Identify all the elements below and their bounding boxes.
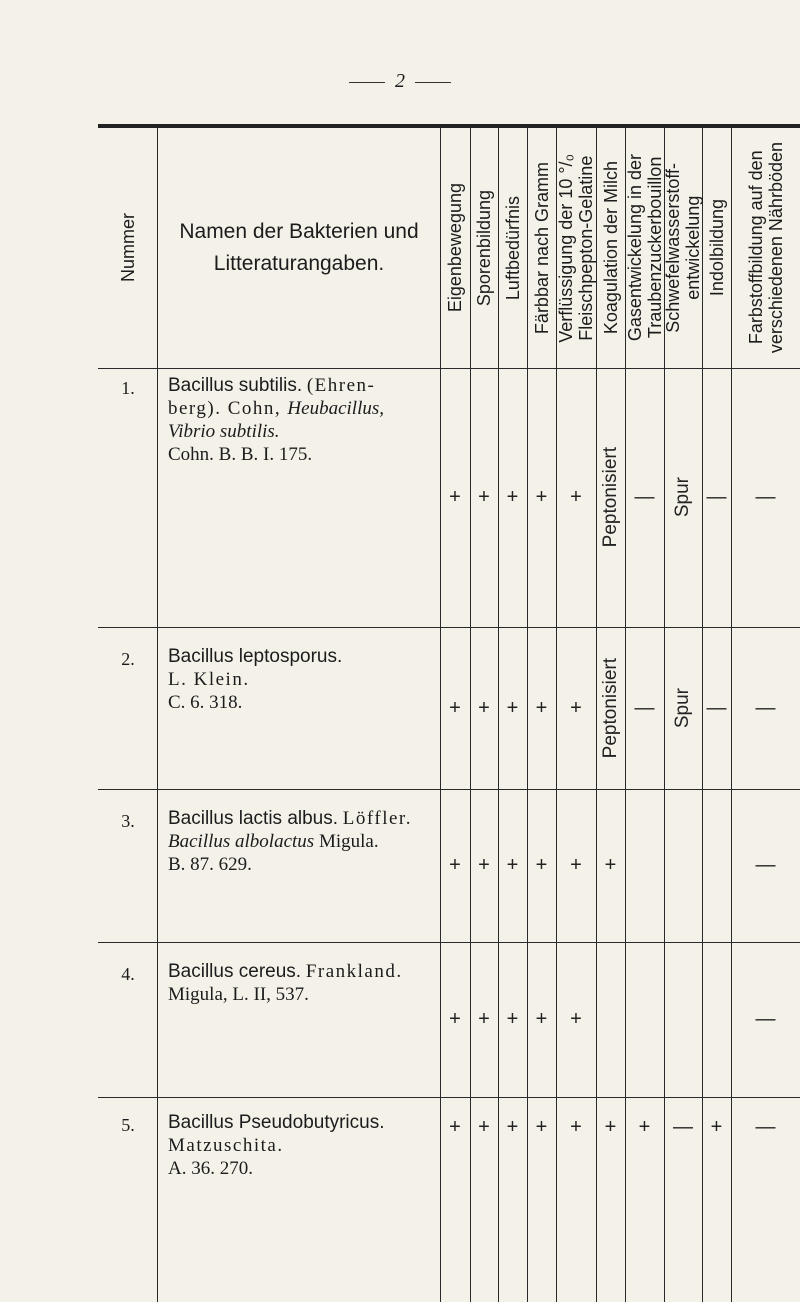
row-entry	[168, 374, 438, 466]
cell	[664, 368, 702, 627]
cell: —	[755, 486, 776, 508]
cell: —	[673, 1115, 693, 1138]
header-names	[158, 128, 440, 368]
row-entry	[168, 1111, 438, 1180]
cell	[625, 789, 664, 942]
bacteria-name: Bacillus cereus.	[168, 961, 302, 982]
cell: +	[506, 1008, 519, 1030]
bacteria-name: Bacillus subtilis.	[168, 375, 303, 396]
cell	[596, 942, 625, 1097]
header-text: Verflüssigung der 10 °/₀ Fleischpepton-Gelatine	[556, 153, 596, 343]
page-number-text: 2	[395, 70, 405, 92]
header-text: Sporenbildung	[474, 189, 494, 307]
header-text: Koagulation der Milch	[600, 161, 621, 335]
cell: —	[755, 1115, 776, 1138]
header-verfluessigung	[556, 128, 596, 368]
header-text: Eigenbewegung	[445, 183, 465, 313]
reference: Cohn. B. B. I. 175.	[168, 444, 313, 465]
cell: +	[478, 486, 490, 508]
cell: +	[570, 486, 582, 508]
synonym: Heubacillus,	[287, 398, 384, 419]
header-nummer-text: Nummer	[117, 213, 138, 283]
cell	[664, 942, 702, 1097]
cell-text: Spur	[672, 477, 693, 518]
cell: +	[478, 696, 490, 719]
cell	[702, 789, 731, 942]
header-names-line2: Litteraturangaben.	[213, 252, 385, 275]
row-number: 3.	[121, 811, 135, 831]
row-entry	[168, 807, 438, 876]
cell: —	[706, 696, 727, 719]
cell: —	[755, 854, 776, 876]
synonym: Bacillus albolactus	[168, 831, 315, 852]
author: (Ehren-	[306, 375, 376, 396]
bacteria-name: Bacillus leptosporus.	[168, 646, 343, 667]
reference: berg). Cohn,	[168, 398, 288, 419]
cell-text: Spur	[672, 687, 693, 729]
header-text: Luftbedürfnis	[502, 195, 523, 301]
header-sporenbildung	[470, 128, 498, 368]
reference: B. 87. 629.	[168, 854, 252, 875]
header-names-line1: Namen der Bakterien und	[179, 220, 419, 243]
header-luftbeduerfnis	[498, 128, 527, 368]
row-number: 2.	[121, 649, 135, 669]
cell: —	[755, 696, 776, 719]
cell: +	[535, 1115, 548, 1138]
reference: Migula.	[314, 831, 379, 852]
cell: +	[478, 1115, 490, 1138]
cell: +	[506, 696, 519, 719]
header-koagulation	[596, 128, 625, 368]
header-text: Gasentwickelung in der Traubenzuckerbouillon	[624, 154, 665, 342]
header-eigenbewegung	[440, 128, 470, 368]
cell	[625, 942, 664, 1097]
cell: +	[449, 1008, 461, 1030]
cell: +	[570, 854, 582, 876]
dash-left	[349, 82, 385, 83]
reference: A. 36. 270.	[168, 1158, 253, 1179]
cell: +	[710, 1115, 723, 1138]
header-indolbildung	[702, 128, 731, 368]
row-entry	[168, 960, 438, 1006]
cell-text: Peptonisiert	[599, 657, 621, 759]
cell	[664, 789, 702, 942]
cell	[596, 627, 625, 789]
cell: +	[506, 486, 519, 508]
cell: +	[535, 1008, 548, 1030]
header-text: Schwefelwasserstoff- entwickelung	[663, 163, 703, 333]
cell: —	[634, 486, 655, 508]
header-nummer	[98, 128, 157, 368]
cell: —	[706, 486, 727, 508]
cell: +	[506, 1115, 519, 1138]
author: L. Klein.	[168, 669, 250, 690]
row-number: 1.	[121, 378, 135, 398]
row-entry	[168, 645, 438, 714]
header-farbstoffbildung	[731, 128, 800, 368]
cell	[702, 942, 731, 1097]
dash-right	[415, 82, 451, 83]
cell: +	[570, 1008, 582, 1030]
row-number: 4.	[121, 964, 135, 984]
author: Matzuschita.	[168, 1135, 284, 1156]
row-number: 5.	[121, 1115, 135, 1135]
header-gasentwickelung	[625, 128, 664, 368]
cell: +	[604, 1115, 617, 1138]
cell: +	[535, 854, 548, 876]
cell: +	[449, 1115, 461, 1138]
cell	[664, 627, 702, 789]
author: Frankland.	[305, 961, 403, 982]
cell: +	[449, 696, 461, 719]
synonym: Vibrio subtilis.	[168, 421, 280, 442]
cell: +	[478, 854, 490, 876]
bacteria-name: Bacillus lactis albus.	[168, 808, 339, 829]
cell: +	[449, 854, 461, 876]
cell: +	[506, 854, 519, 876]
cell-text: Peptonisiert	[599, 447, 621, 548]
cell: +	[449, 486, 461, 508]
cell: +	[535, 696, 548, 719]
author: Löffler.	[342, 808, 412, 829]
header-text: Färbbar nach Gramm	[531, 161, 552, 335]
reference: Migula, L. II, 537.	[168, 984, 309, 1005]
header-schwefelwasserstoff	[664, 128, 702, 368]
cell: —	[755, 1008, 776, 1030]
header-text: Farbstoffbildung auf den verschiedenen Nährböden	[745, 142, 786, 354]
header-text: Indolbildung	[706, 199, 727, 297]
cell: +	[604, 854, 617, 876]
cell: +	[478, 1008, 490, 1030]
bacteria-name: Bacillus Pseudobutyricus.	[168, 1112, 385, 1133]
cell: +	[570, 696, 582, 719]
cell: +	[638, 1115, 651, 1138]
cell: —	[634, 696, 655, 719]
cell: +	[535, 486, 548, 508]
cell	[596, 368, 625, 627]
header-faerbbar	[527, 128, 556, 368]
page-number	[0, 70, 800, 93]
cell: +	[570, 1115, 582, 1138]
reference: C. 6. 318.	[168, 692, 243, 713]
